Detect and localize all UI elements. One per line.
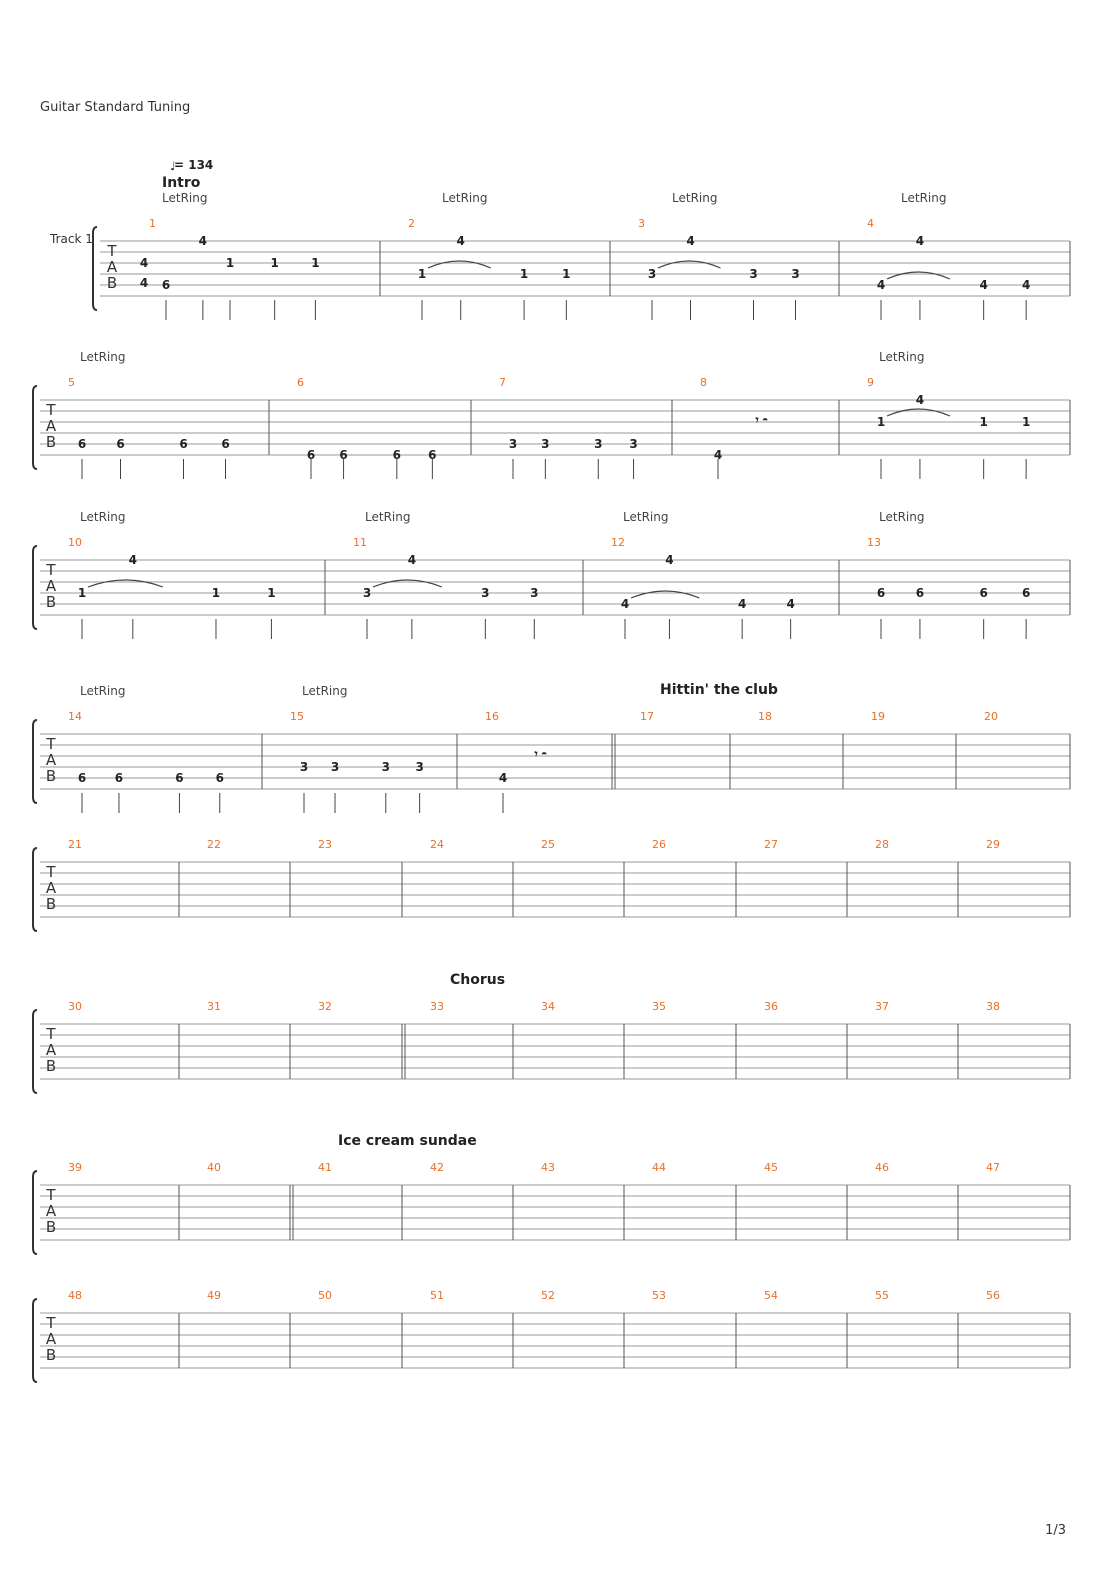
tempo-note-icon: ♩ <box>170 159 176 173</box>
measure-number: 51 <box>430 1289 444 1302</box>
fret-number: 1 <box>77 586 87 600</box>
measure-number: 16 <box>485 710 499 723</box>
fret-number: 3 <box>629 437 638 451</box>
fret-number: 6 <box>979 586 988 600</box>
tie-arc <box>631 591 699 598</box>
fret-number: 4 <box>498 771 508 785</box>
let-ring-label: LetRing <box>623 510 669 524</box>
fret-number: 4 <box>979 278 988 292</box>
system-bracket <box>33 1299 37 1382</box>
measure-number: 15 <box>290 710 304 723</box>
fret-number: 1 <box>1021 415 1031 429</box>
measure-number: 38 <box>986 1000 1000 1013</box>
tab-clef-b: B <box>106 274 118 292</box>
fret-number: 4 <box>915 234 925 248</box>
fret-number: 3 <box>299 760 309 774</box>
system-bracket <box>33 1010 37 1093</box>
tab-clef-a: A <box>45 577 57 595</box>
measure-number: 48 <box>68 1289 82 1302</box>
section-label: Ice cream sundae <box>338 1133 477 1149</box>
let-ring-label: LetRing <box>879 350 925 364</box>
fret-number: 6 <box>161 278 171 292</box>
measure-number: 50 <box>318 1289 332 1302</box>
fret-number: 3 <box>508 437 518 451</box>
tab-clef-t: T <box>46 561 56 579</box>
fret-number: 4 <box>1021 278 1031 292</box>
tab-clef-t: T <box>46 1186 56 1204</box>
measure-number: 28 <box>875 838 889 851</box>
fret-number: 3 <box>791 267 800 281</box>
measure-number: 1 <box>149 217 156 230</box>
fret-number: 3 <box>647 267 657 281</box>
tie-arc <box>373 580 442 587</box>
fret-number: 1 <box>267 586 276 600</box>
measure-number: 20 <box>984 710 998 723</box>
fret-number: 4 <box>915 393 925 407</box>
time-signature-bottom: 4 <box>139 276 149 290</box>
tie-arc <box>88 580 163 587</box>
measure-number: 39 <box>68 1161 82 1174</box>
let-ring-label: LetRing <box>80 510 126 524</box>
measure-number: 40 <box>207 1161 221 1174</box>
tab-clef-a: A <box>45 1041 57 1059</box>
measure-number: 32 <box>318 1000 332 1013</box>
tab-clef-t: T <box>46 1314 56 1332</box>
fret-number: 1 <box>311 256 320 270</box>
system-bracket <box>33 386 37 469</box>
measure-number: 49 <box>207 1289 221 1302</box>
measure-number: 34 <box>541 1000 555 1013</box>
fret-number: 3 <box>749 267 758 281</box>
measure-number: 56 <box>986 1289 1000 1302</box>
measure-number: 33 <box>430 1000 444 1013</box>
fret-number: 3 <box>381 760 390 774</box>
measure-number: 14 <box>68 710 82 723</box>
measure-number: 35 <box>652 1000 666 1013</box>
tab-clef-a: A <box>45 417 57 435</box>
measure-number: 44 <box>652 1161 666 1174</box>
tie-arc <box>428 261 491 268</box>
fret-number: 3 <box>362 586 372 600</box>
section-label: Intro <box>162 175 201 191</box>
system-bracket <box>93 227 97 310</box>
fret-number: 1 <box>876 415 886 429</box>
measure-number: 52 <box>541 1289 555 1302</box>
measure-number: 42 <box>430 1161 444 1174</box>
tab-clef-t: T <box>46 863 56 881</box>
tie-arc <box>887 409 950 416</box>
tab-clef-b: B <box>45 767 57 785</box>
let-ring-label: LetRing <box>365 510 411 524</box>
tab-clef-b: B <box>45 593 57 611</box>
fret-number: 4 <box>456 234 465 248</box>
fret-number: 6 <box>1021 586 1031 600</box>
time-signature-top: 4 <box>139 256 149 270</box>
measure-number: 5 <box>68 376 75 389</box>
fret-number: 6 <box>116 437 125 451</box>
section-label: Hittin' the club <box>660 682 778 698</box>
tab-clef-b: B <box>45 1057 57 1075</box>
fret-number: 6 <box>77 771 87 785</box>
fret-number: 1 <box>225 256 235 270</box>
tab-clef-t: T <box>46 401 56 419</box>
measure-number: 13 <box>867 536 881 549</box>
let-ring-label: LetRing <box>672 191 718 205</box>
let-ring-label: LetRing <box>302 684 348 698</box>
measure-number: 53 <box>652 1289 666 1302</box>
measure-number: 47 <box>986 1161 1000 1174</box>
fret-number: 6 <box>179 437 188 451</box>
fret-number: 1 <box>519 267 529 281</box>
fret-number: 6 <box>915 586 925 600</box>
fret-number: 6 <box>428 448 437 462</box>
system-bracket <box>33 1171 37 1254</box>
fret-number: 1 <box>979 415 988 429</box>
measure-number: 19 <box>871 710 885 723</box>
tab-clef-b: B <box>45 1346 57 1364</box>
measure-number: 18 <box>758 710 772 723</box>
fret-number: 3 <box>415 760 424 774</box>
measure-number: 30 <box>68 1000 82 1013</box>
let-ring-label: LetRing <box>901 191 947 205</box>
tab-clef-t: T <box>46 1025 56 1043</box>
system-bracket <box>33 546 37 629</box>
measure-number: 4 <box>867 217 874 230</box>
measure-number: 27 <box>764 838 778 851</box>
measure-number: 2 <box>408 217 415 230</box>
tie-arc <box>658 261 721 268</box>
measure-number: 54 <box>764 1289 778 1302</box>
tempo-marking: = 134 <box>174 158 214 172</box>
tab-clef-b: B <box>45 433 57 451</box>
tuning-label: Guitar Standard Tuning <box>40 100 191 115</box>
fret-number: 4 <box>713 448 723 462</box>
fret-number: 6 <box>392 448 402 462</box>
fret-number: 3 <box>541 437 550 451</box>
tab-clef-a: A <box>106 258 118 276</box>
measure-number: 3 <box>638 217 645 230</box>
fret-number: 1 <box>211 586 221 600</box>
measure-number: 26 <box>652 838 666 851</box>
measure-number: 7 <box>499 376 506 389</box>
let-ring-label: LetRing <box>80 350 126 364</box>
measure-number: 37 <box>875 1000 889 1013</box>
fret-number: 6 <box>876 586 886 600</box>
tab-clef-a: A <box>45 1202 57 1220</box>
fret-number: 6 <box>221 437 230 451</box>
fret-number: 4 <box>686 234 695 248</box>
measure-number: 31 <box>207 1000 221 1013</box>
fret-number: 4 <box>620 597 630 611</box>
fret-number: 4 <box>737 597 747 611</box>
section-label: Chorus <box>450 972 506 988</box>
tab-clef-a: A <box>45 879 57 897</box>
fret-number: 6 <box>339 448 348 462</box>
fret-number: 1 <box>270 256 279 270</box>
tab-clef-a: A <box>45 1330 57 1348</box>
let-ring-label: LetRing <box>80 684 126 698</box>
page-number: 1/3 <box>1045 1523 1066 1538</box>
tab-clef-t: T <box>46 735 56 753</box>
measure-number: 36 <box>764 1000 778 1013</box>
let-ring-label: LetRing <box>879 510 925 524</box>
let-ring-label: LetRing <box>442 191 488 205</box>
fret-number: 6 <box>77 437 87 451</box>
tab-clef-a: A <box>45 751 57 769</box>
measure-number: 23 <box>318 838 332 851</box>
measure-number: 29 <box>986 838 1000 851</box>
fret-number: 4 <box>665 553 674 567</box>
measure-number: 45 <box>764 1161 778 1174</box>
track-label: Track 1 <box>50 232 93 246</box>
measure-number: 17 <box>640 710 654 723</box>
measure-number: 8 <box>700 376 707 389</box>
system-bracket <box>33 720 37 803</box>
tab-clef-t: T <box>107 242 117 260</box>
rest-symbol: 𝄾 𝄼 <box>534 747 547 761</box>
measure-number: 9 <box>867 376 874 389</box>
fret-number: 1 <box>562 267 571 281</box>
measure-number: 41 <box>318 1161 332 1174</box>
measure-number: 46 <box>875 1161 889 1174</box>
measure-number: 24 <box>430 838 444 851</box>
measure-number: 25 <box>541 838 555 851</box>
measure-number: 11 <box>353 536 367 549</box>
measure-number: 22 <box>207 838 221 851</box>
rest-symbol: 𝄾 𝄼 <box>755 413 768 427</box>
measure-number: 55 <box>875 1289 889 1302</box>
fret-number: 6 <box>114 771 124 785</box>
fret-number: 1 <box>417 267 427 281</box>
fret-number: 3 <box>530 586 539 600</box>
measure-number: 6 <box>297 376 304 389</box>
tie-arc <box>887 272 950 279</box>
fret-number: 3 <box>481 586 490 600</box>
fret-number: 4 <box>786 597 795 611</box>
fret-number: 4 <box>128 553 137 567</box>
measure-number: 10 <box>68 536 82 549</box>
measure-number: 43 <box>541 1161 555 1174</box>
fret-number: 3 <box>330 760 340 774</box>
fret-number: 4 <box>198 234 208 248</box>
tab-clef-b: B <box>45 895 57 913</box>
tab-clef-b: B <box>45 1218 57 1236</box>
system-bracket <box>33 848 37 931</box>
measure-number: 12 <box>611 536 625 549</box>
fret-number: 6 <box>215 771 224 785</box>
fret-number: 4 <box>876 278 886 292</box>
fret-number: 3 <box>594 437 603 451</box>
let-ring-label: LetRing <box>162 191 208 205</box>
measure-number: 21 <box>68 838 82 851</box>
fret-number: 6 <box>175 771 184 785</box>
fret-number: 4 <box>407 553 417 567</box>
fret-number: 6 <box>306 448 316 462</box>
